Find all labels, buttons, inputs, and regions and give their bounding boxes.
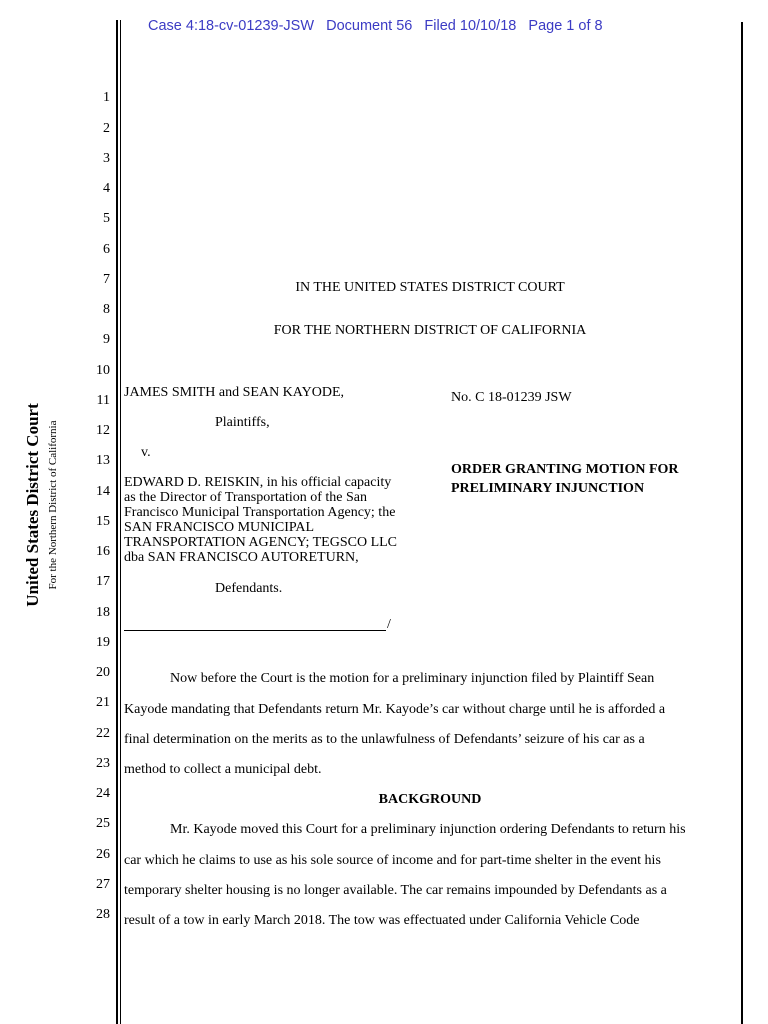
paragraph-line: temporary shelter housing is no longer available. The car remains impounded by Defendants as a xyxy=(124,883,667,898)
line-number: 21 xyxy=(96,695,110,710)
versus: v. xyxy=(141,445,151,460)
defendant-line: dba SAN FRANCISCO AUTORETURN, xyxy=(124,550,359,565)
line-number: 7 xyxy=(103,272,110,287)
line-number: 12 xyxy=(96,423,110,438)
defendant-line: Francisco Municipal Transportation Agency; the xyxy=(124,505,396,520)
line-number: 23 xyxy=(96,756,110,771)
defendant-line: as the Director of Transportation of the San xyxy=(124,490,368,505)
line-number: 2 xyxy=(103,121,110,136)
defendants-label: Defendants. xyxy=(215,581,283,596)
case-number: No. C 18-01239 JSW xyxy=(451,390,572,405)
line-number: 19 xyxy=(96,635,110,650)
line-number: 1 xyxy=(103,90,110,105)
line-number: 9 xyxy=(103,332,110,347)
line-number: 24 xyxy=(96,786,110,801)
caption-signature-line xyxy=(124,630,386,631)
line-number: 22 xyxy=(96,726,110,741)
plaintiffs-names: JAMES SMITH and SEAN KAYODE, xyxy=(124,385,344,400)
plaintiffs-label: Plaintiffs, xyxy=(215,415,270,430)
sidebar-district: For the Northern District of California xyxy=(47,420,59,590)
left-margin-rule xyxy=(116,20,118,1024)
line-number: 3 xyxy=(103,151,110,166)
sidebar-court-name: United States District Court xyxy=(23,403,42,607)
order-title-line2: PRELIMINARY INJUNCTION xyxy=(451,481,645,496)
paragraph-line: method to collect a municipal debt. xyxy=(124,762,322,777)
paragraph-line: car which he claims to use as his sole source of income and for part-time shelter in the event his xyxy=(124,853,661,868)
line-number: 4 xyxy=(103,181,110,196)
line-number: 20 xyxy=(96,665,110,680)
line-number: 16 xyxy=(96,544,110,559)
paragraph-line: final determination on the merits as to the unlawfulness of Defendants’ seizure of his car as a xyxy=(124,732,645,747)
line-number: 14 xyxy=(96,484,110,499)
paragraph-line: Mr. Kayode moved this Court for a preliminary injunction ordering Defendants to return his xyxy=(170,822,686,837)
line-number: 13 xyxy=(96,453,110,468)
section-heading-background: BACKGROUND xyxy=(378,792,482,807)
court-title-line2: FOR THE NORTHERN DISTRICT OF CALIFORNIA xyxy=(273,323,587,338)
line-number: 25 xyxy=(96,816,110,831)
line-number: 10 xyxy=(96,363,110,378)
paragraph-line: Kayode mandating that Defendants return Mr. Kayode’s car without charge until he is afforded a xyxy=(124,702,666,717)
court-title-line1: IN THE UNITED STATES DISTRICT COURT xyxy=(295,280,565,295)
order-title-line1: ORDER GRANTING MOTION FOR xyxy=(451,462,679,477)
paragraph-line: Now before the Court is the motion for a preliminary injunction filed by Plaintiff Sean xyxy=(170,671,655,686)
case-header: Case 4:18-cv-01239-JSW Document 56 Filed 10/10/18 Page 1 of 8 xyxy=(148,18,603,34)
defendant-line: SAN FRANCISCO MUNICIPAL xyxy=(124,520,315,535)
caption-slash: / xyxy=(387,617,391,632)
line-number: 8 xyxy=(103,302,110,317)
line-number: 15 xyxy=(96,514,110,529)
line-number: 27 xyxy=(96,877,110,892)
line-number: 18 xyxy=(96,605,110,620)
line-number: 28 xyxy=(96,907,110,922)
line-number: 6 xyxy=(103,242,110,257)
line-number: 17 xyxy=(96,574,110,589)
line-number: 26 xyxy=(96,847,110,862)
defendant-line: TRANSPORTATION AGENCY; TEGSCO LLC xyxy=(124,535,398,550)
line-number: 11 xyxy=(96,393,110,408)
right-margin-rule xyxy=(741,22,743,1024)
paragraph-line: result of a tow in early March 2018. The tow was effectuated under California Vehicle Code xyxy=(124,913,640,928)
line-number: 5 xyxy=(103,211,110,226)
left-margin-rule-inner xyxy=(120,20,121,1024)
defendant-line: EDWARD D. REISKIN, in his official capacity xyxy=(124,475,392,490)
